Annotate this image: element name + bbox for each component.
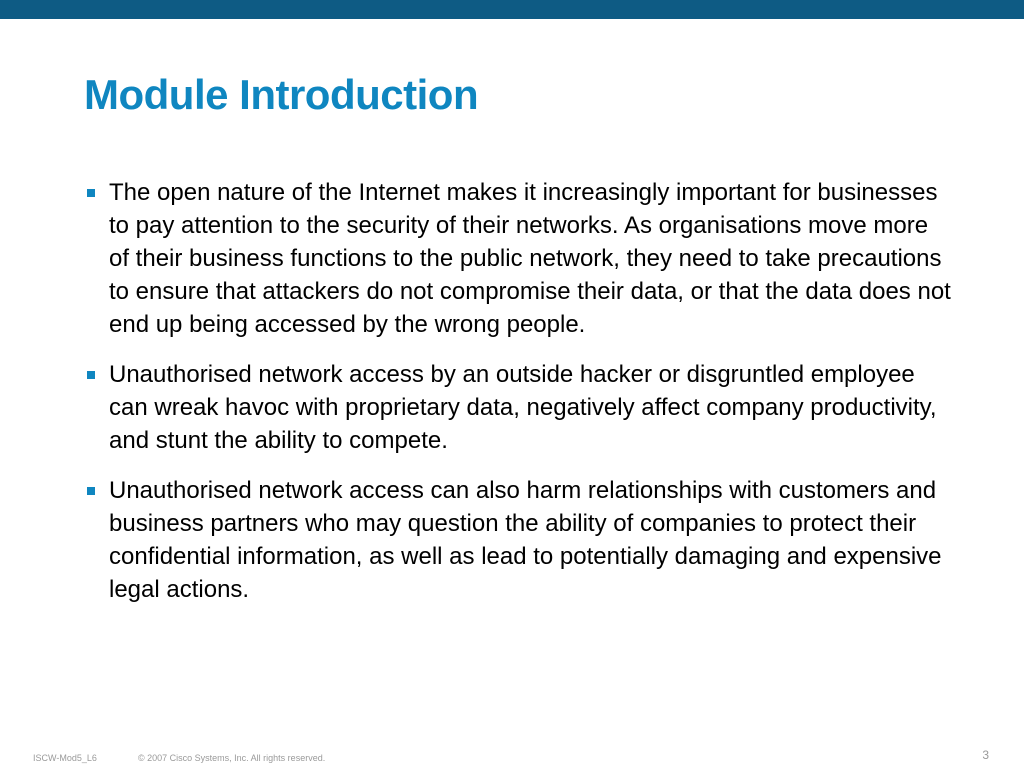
bullet-text: Unauthorised network access can also harm relationships with customers and business partners who may question the ability of companies to protect their confidential information, as well as lead to potentially damaging and expensive legal actions. — [109, 477, 942, 603]
bullet-text: Unauthorised network access by an outside hacker or disgruntled employee can wreak havoc with proprietary data, negatively affect company productivity, and stunt the ability to compete. — [109, 361, 937, 454]
footer-copyright: © 2007 Cisco Systems, Inc. All rights reserved. — [138, 753, 326, 763]
footer-course-code: ISCW-Mod5_L6 — [33, 753, 97, 763]
header-bar — [0, 0, 1024, 19]
bullet-item — [84, 474, 954, 606]
page-number: 3 — [982, 748, 989, 762]
bullet-item — [84, 176, 954, 341]
square-bullet-icon — [87, 487, 95, 495]
slide-title: Module Introduction — [84, 71, 479, 118]
square-bullet-icon — [87, 371, 95, 379]
bullet-list — [84, 176, 954, 623]
bullet-item — [84, 358, 954, 457]
bullet-text: The open nature of the Internet makes it increasingly important for businesses to pay attention to the security of their networks. As organisations move more of their business functions to the public network, they need to take precautions to ensure that attackers do not compromise their data, or that the data does not end up being accessed by the wrong people. — [109, 179, 951, 338]
square-bullet-icon — [87, 189, 95, 197]
